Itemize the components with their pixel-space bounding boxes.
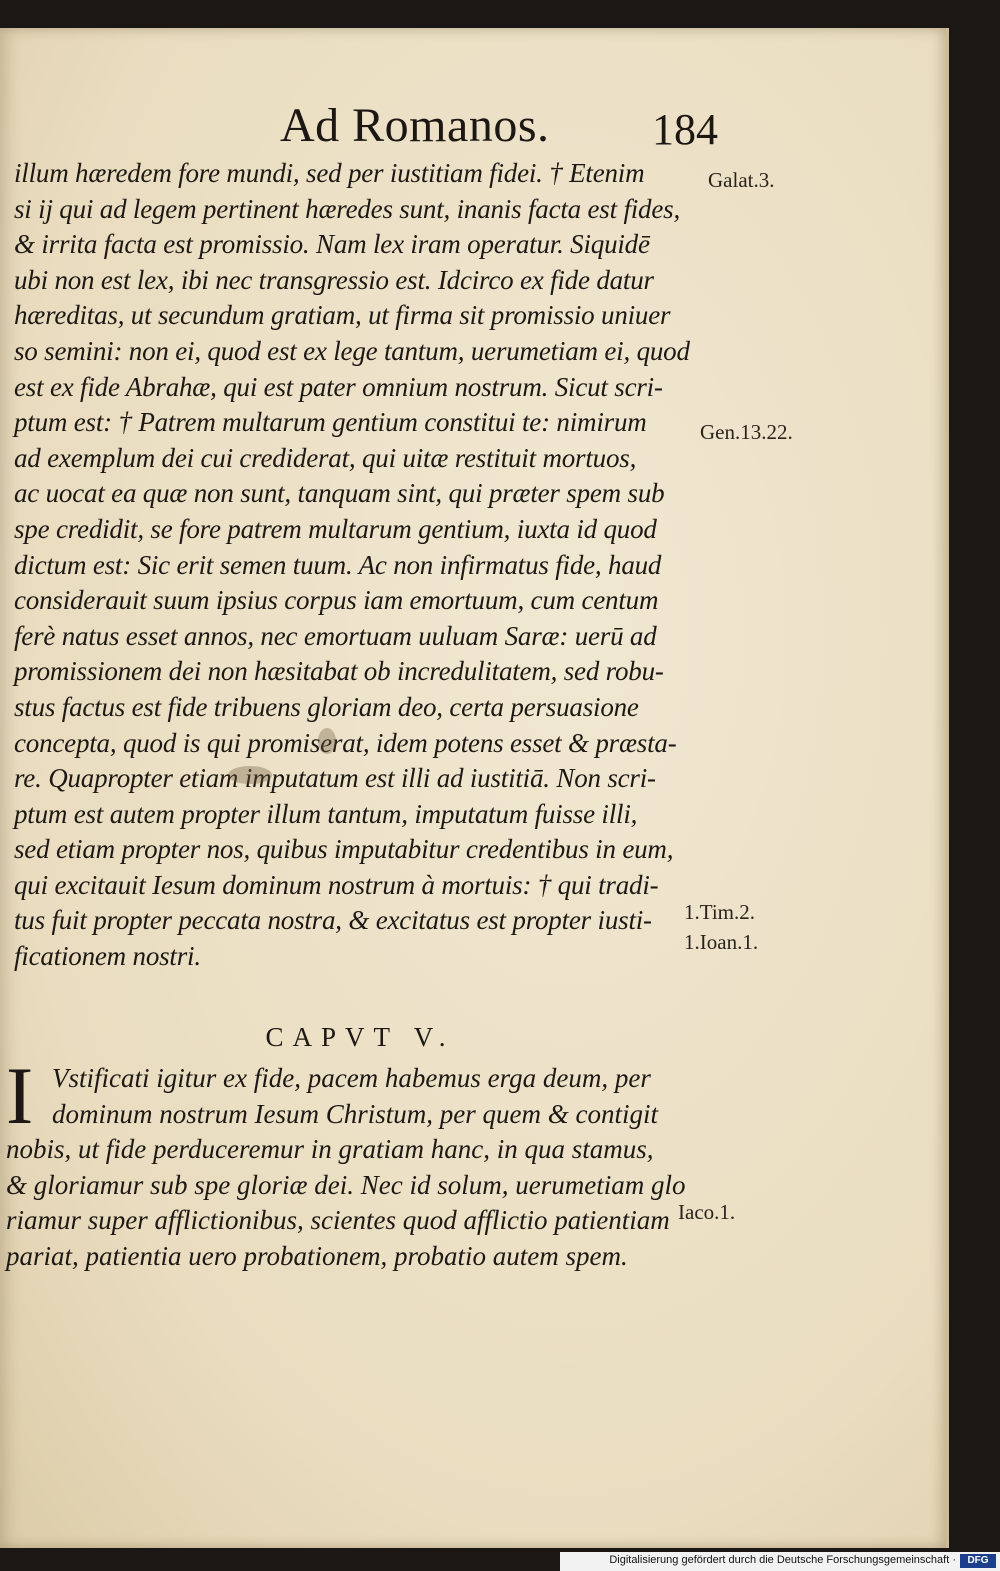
text-line: ficationem nostri.: [14, 941, 201, 972]
text-line: spe credidit, se fore patrem multarum gentium, iuxta id quod: [14, 513, 657, 544]
text-line: considerauit suum ipsius corpus iam emortuum, cum centum: [14, 585, 659, 616]
text-line: ubi non est lex, ibi nec transgressio est. Idcirco ex fide datur: [14, 264, 654, 295]
text-line: so semini: non ei, quod est ex lege tantum, uerumetiam ei, quod: [14, 335, 690, 366]
footer-credit: Digitalisierung gefördert durch die Deutsche Forschungsgemeinschaft ·: [609, 1554, 956, 1566]
text-line: tus fuit propter peccata nostra, & excitatus est propter iusti-: [14, 905, 652, 936]
text-line: re. Quapropter etiam imputatum est illi ad iustitiā. Non scri-: [14, 763, 656, 794]
text-line: est ex fide Abrahæ, qui est pater omnium nostrum. Sicut scri-: [14, 371, 663, 402]
page-number: 184: [652, 105, 718, 154]
text-line: stus factus est fide tribuens gloriam deo, certa persuasione: [14, 691, 639, 722]
text-line: & irrita facta est promissio. Nam lex iram operatur. Siquidē: [14, 229, 650, 260]
margin-note: Iaco.1.: [678, 1200, 736, 1224]
book-page: [0, 28, 949, 1548]
text-line: Vstificati igitur ex fide, pacem habemus erga deum, per: [52, 1063, 651, 1093]
running-head: Ad Romanos.: [280, 99, 550, 152]
text-line: riamur super afflictionibus, scientes quod afflictio patientiam: [6, 1205, 670, 1236]
margin-note: Galat.3.: [708, 168, 775, 192]
text-line: qui excitauit Iesum dominum nostrum à mortuis: † qui tradi-: [14, 869, 659, 900]
text-line: & gloriamur sub spe gloriæ dei. Nec id solum, uerumetiam glo: [6, 1169, 686, 1200]
text-line: nobis, ut fide perduceremur in gratiam hanc, in qua stamus,: [6, 1134, 654, 1165]
margin-note: 1.Tim.2.: [684, 900, 756, 924]
digitization-footer: [560, 1552, 1000, 1571]
margin-note: Gen.13.22.: [700, 420, 793, 444]
text-line: dictum est: Sic erit semen tuum. Ac non infirmatus fide, haud: [14, 549, 662, 580]
ink-stain: [228, 766, 272, 784]
text-line: ptum est autem propter illum tantum, imputatum fuisse illi,: [14, 798, 638, 829]
text-line: illum hæredem fore mundi, sed per iustitiam fidei. † Etenim: [14, 158, 645, 188]
drop-cap: I: [6, 1050, 34, 1141]
text-line: dominum nostrum Iesum Christum, per quem & contigit: [52, 1098, 658, 1129]
main-text-block: [14, 156, 714, 975]
ink-stain: [318, 728, 336, 754]
text-line: ac uocat ea quæ non sunt, tanquam sint, qui præter spem sub: [14, 478, 665, 509]
chapter-text-block: [6, 1050, 706, 1274]
text-line: concepta, quod is qui promiserat, idem potens esset & præsta-: [14, 727, 677, 758]
text-line: ad exemplum dei cui crediderat, qui uitæ restituit mortuos,: [14, 442, 637, 473]
chapter-heading: CAPVT V.: [265, 1022, 455, 1052]
margin-note: 1.Ioan.1.: [684, 930, 759, 954]
text-line: ferè natus esset annos, nec emortuam uuluam Saræ: uerū ad: [14, 620, 657, 651]
text-line: hæreditas, ut secundum gratiam, ut firma sit promissio uniuer: [14, 300, 671, 331]
text-line: ptum est: † Patrem multarum gentium constitui te: nimirum: [14, 407, 647, 438]
text-line: si ij qui ad legem pertinent hæredes sunt, inanis facta est fides,: [14, 193, 680, 224]
text-line: promissionem dei non hæsitabat ob incredulitatem, sed robu-: [14, 656, 664, 687]
text-line: pariat, patientia uero probationem, probatio autem spem.: [6, 1240, 628, 1271]
text-line: sed etiam propter nos, quibus imputabitur credentibus in eum,: [14, 834, 674, 865]
dfg-logo-icon: DFG: [960, 1554, 996, 1568]
